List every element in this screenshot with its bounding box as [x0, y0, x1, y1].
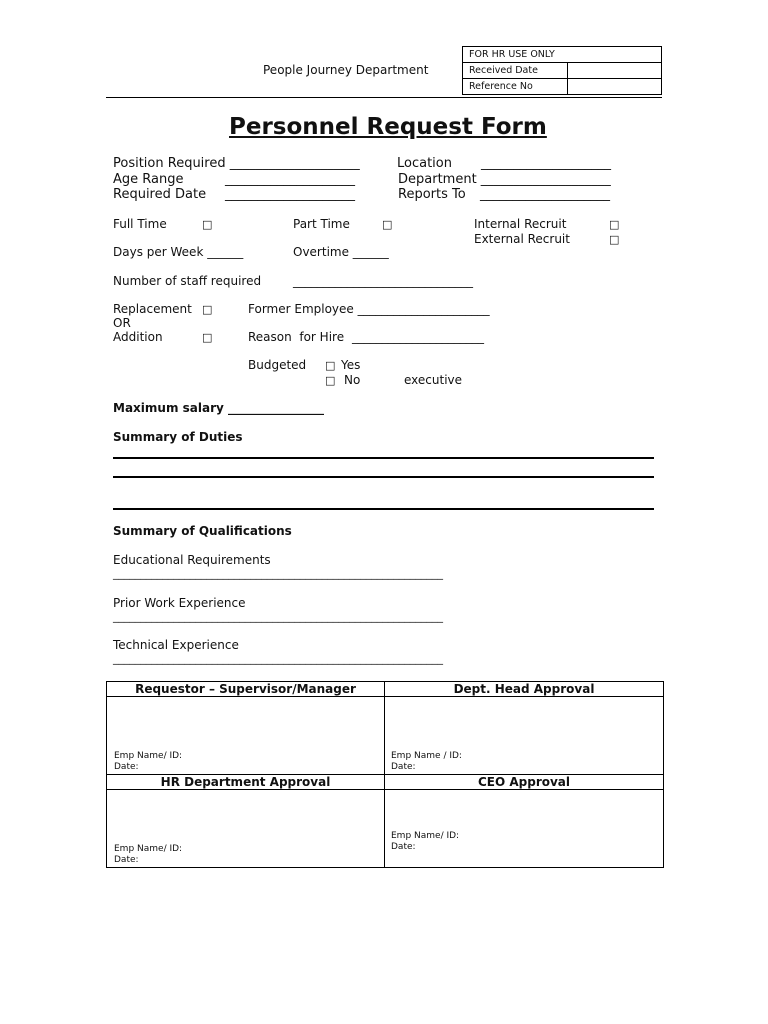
replacement-checkbox[interactable]: □ — [202, 303, 213, 316]
reason-for-hire-label: Reason for Hire — [248, 330, 345, 344]
internal-recruit-checkbox[interactable]: □ — [609, 218, 620, 231]
internal-recruit-label: Internal Recruit — [474, 217, 567, 231]
received-date-label: Received Date — [463, 63, 568, 79]
reference-no-label: Reference No — [463, 79, 568, 95]
prior-work-experience-field[interactable]: ____________________________________________________________ — [113, 610, 443, 623]
executive-label: executive — [404, 373, 463, 387]
prior-work-experience-label: Prior Work Experience — [113, 596, 246, 610]
hr-use-only-box — [462, 46, 662, 95]
budgeted-yes-checkbox[interactable]: □ — [325, 359, 336, 372]
hr-box-title: FOR HR USE ONLY — [463, 47, 662, 63]
full-time-label: Full Time — [113, 217, 167, 231]
overtime-field[interactable]: Overtime ______ — [293, 245, 389, 259]
duties-line-1[interactable] — [113, 457, 654, 459]
position-required-field[interactable]: Position Required ____________________ — [113, 156, 360, 171]
approvals-table — [106, 681, 664, 868]
budgeted-no-label: No — [344, 373, 361, 387]
replacement-label: Replacement — [113, 302, 192, 316]
number-of-staff-label: Number of staff required — [113, 274, 262, 288]
reports-to-field[interactable]: ____________________ — [480, 187, 610, 202]
hr-signature-cell[interactable] — [107, 790, 385, 868]
budgeted-label: Budgeted — [248, 358, 307, 372]
summary-of-duties-heading: Summary of Duties — [113, 430, 243, 444]
educational-requirements-label: Educational Requirements — [113, 553, 271, 567]
reason-for-hire-field[interactable]: ______________________ — [352, 330, 484, 344]
requestor-header: Requestor – Supervisor/Manager — [107, 682, 385, 697]
hr-department-header: HR Department Approval — [107, 775, 385, 790]
number-of-staff-field[interactable]: ______________________________ — [293, 274, 473, 288]
external-recruit-checkbox[interactable]: □ — [609, 233, 620, 246]
addition-label: Addition — [113, 330, 163, 344]
budgeted-yes-label: Yes — [341, 358, 361, 372]
reference-no-field[interactable] — [568, 79, 662, 95]
part-time-checkbox[interactable]: □ — [382, 218, 393, 231]
external-recruit-label: External Recruit — [474, 232, 570, 246]
duties-line-2[interactable] — [113, 476, 654, 478]
department-field[interactable]: Department ____________________ — [398, 172, 611, 187]
hr-emp-name-label: Emp Name/ ID: — [114, 844, 183, 854]
requestor-date-label: Date: — [114, 762, 139, 772]
maximum-salary-field[interactable]: Maximum salary ________________ — [113, 401, 324, 415]
dept-head-date-label: Date: — [391, 762, 416, 772]
dept-head-header: Dept. Head Approval — [385, 682, 664, 697]
form-title: Personnel Request Form — [229, 114, 547, 140]
hr-date-label: Date: — [114, 855, 139, 865]
department-name: People Journey Department — [263, 63, 429, 77]
required-date-label: Required Date — [113, 187, 207, 202]
required-date-field[interactable]: ____________________ — [225, 187, 355, 202]
age-range-label: Age Range — [113, 172, 184, 187]
dept-head-signature-cell[interactable] — [385, 697, 664, 775]
part-time-label: Part Time — [293, 217, 350, 231]
budgeted-no-checkbox[interactable]: □ — [325, 374, 336, 387]
summary-of-qualifications-heading: Summary of Qualifications — [113, 524, 292, 538]
duties-line-3[interactable] — [113, 508, 654, 510]
ceo-date-label: Date: — [391, 842, 416, 852]
location-field[interactable]: ____________________ — [481, 156, 611, 171]
location-label: Location — [397, 156, 452, 171]
technical-experience-field[interactable]: ____________________________________________________________ — [113, 652, 443, 665]
dept-head-emp-name-label: Emp Name / ID: — [391, 751, 462, 761]
requestor-signature-cell[interactable] — [107, 697, 385, 775]
ceo-header: CEO Approval — [385, 775, 664, 790]
addition-checkbox[interactable]: □ — [202, 331, 213, 344]
former-employee-field[interactable]: Former Employee ______________________ — [248, 302, 490, 316]
full-time-checkbox[interactable]: □ — [202, 218, 213, 231]
ceo-signature-cell[interactable] — [385, 790, 664, 868]
educational-requirements-field[interactable]: ____________________________________________________________ — [113, 567, 443, 580]
requestor-emp-name-label: Emp Name/ ID: — [114, 751, 183, 761]
days-per-week-field[interactable]: Days per Week ______ — [113, 245, 244, 259]
received-date-field[interactable] — [568, 63, 662, 79]
technical-experience-label: Technical Experience — [113, 638, 239, 652]
ceo-emp-name-label: Emp Name/ ID: — [391, 831, 460, 841]
header-divider — [106, 97, 662, 98]
age-range-field[interactable]: ____________________ — [225, 172, 355, 187]
reports-to-label: Reports To — [398, 187, 466, 202]
or-label: OR — [113, 316, 131, 330]
